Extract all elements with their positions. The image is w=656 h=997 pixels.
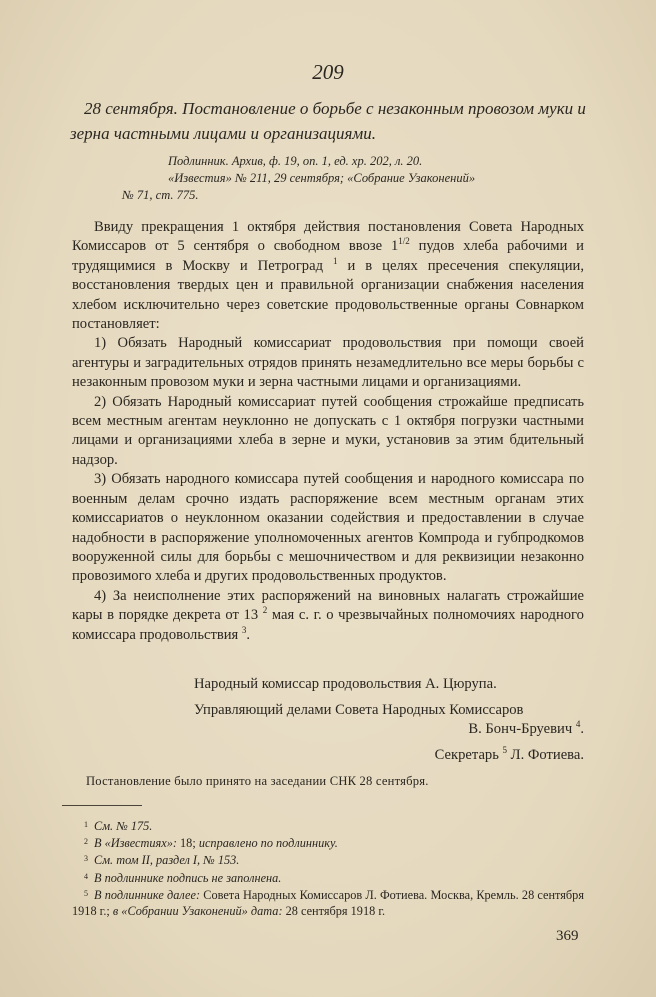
- footnote-ref: 1: [333, 255, 338, 266]
- footnote: $^4$ В подлиннике подпись не заполнена.: [84, 870, 282, 885]
- decree-item: 1) Обязать Народный комиссариат продовольствия при помощи своей агентуры и заградительных отрядов принять незамедлительно все меры борьбы с незаконным провозом муки и зерна частными лицами и организациями.: [72, 335, 584, 391]
- page-number: 369: [556, 928, 579, 944]
- signatures-block: [72, 675, 584, 765]
- footnotes: [72, 817, 584, 919]
- footnote-ref: 5: [502, 744, 508, 755]
- footnote: $^3$ См. том II, раздел I, № 153.: [84, 853, 240, 868]
- signature-title-bonch: Управляющий делами Совета Народных Комиссаров: [194, 701, 524, 718]
- footnote-ref: 4: [575, 719, 581, 730]
- signature-fotieva: Секретарь $^5$ Л. Фотиева.: [434, 744, 584, 763]
- preamble-paragraph: Ввиду прекращения 1 октября действия постановления Совета Народных Комиссаров от 5 сентября о свободном ввозе $1^{1/2}$ пудов хлеба рабочими и трудящимися в Москву и Петроград $^1$ и в целях пресечения спекуляции, восстановления твердых цен и правильной организации снабжения населения хлебом исключительно через советские продовольственные органы Совнарком постановляет:: [72, 219, 584, 333]
- footnote-ref: 2: [262, 605, 268, 616]
- source-line: «Известия» № 211, 29 сентября; «Собрание Узаконений»: [168, 171, 476, 185]
- adoption-note: Постановление было принято на заседании СНК 28 сентября.: [86, 774, 429, 788]
- source-line: № 71, ст. 775.: [122, 188, 199, 202]
- document-title: 28 сентября. Постановление о борьбе с незаконным провозом муки и зерна частными лицами и организациями.: [70, 99, 586, 143]
- footnote: $^2$ В «Известиях»: 18; исправлено по подлиннику.: [84, 836, 338, 851]
- decree-item: 3) Обязать народного комиссара путей сообщения и народного комиссара по военным делам срочно издать распоряжение всем местным органам этих комиссариатов о неуклонном оказании содействия и предоставлении в случае надобности в распоряжение уполномоченных агентов Компрода и губпродкомов вооруженной силы для борьбы с мешочничеством и для реквизиции незаконно провозимого хлеба и других продовольственных продуктов.: [72, 471, 584, 585]
- signature-bonch-bruevich: В. Бонч-Бруевич $^4$.: [468, 719, 584, 738]
- source-line: Подлинник. Архив, ф. 19, оп. 1, ед. хр. 202, л. 20.: [168, 154, 423, 168]
- footnote-divider: [62, 805, 142, 806]
- source-reference: [122, 153, 592, 204]
- fraction: 1/2: [398, 236, 410, 247]
- document-number: 209: [312, 60, 344, 84]
- decree-body: [72, 218, 584, 645]
- signature-tsyurupa: Народный комиссар продовольствия А. Цюрупа.: [194, 676, 497, 692]
- footnote: $^5$ В подлиннике далее: Совета Народных Комиссаров Л. Фотиева. Москва, Кремль. 28 сентября 1918 г.; в «Собрании Узаконений» дата: 28 сентября 1918 г.: [72, 887, 584, 919]
- footnote: $^1$ См. № 175.: [84, 819, 153, 833]
- decree-item: 4) За неисполнение этих распоряжений на виновных налагать строжайшие кары в порядке декрета от 13 $^2$ мая с. г. о чрезвычайных полномочиях народного комиссара продовольствия $^3$.: [72, 587, 584, 643]
- decree-item: 2) Обязать Народный комиссариат путей сообщения строжайше предписать всем местным агентам неуклонно не допускать с 1 октября погрузки частными лицами и организациями хлеба в зерне и муки, установив за этим бдительный надзор.: [72, 393, 584, 468]
- footnote-ref: 3: [241, 624, 247, 635]
